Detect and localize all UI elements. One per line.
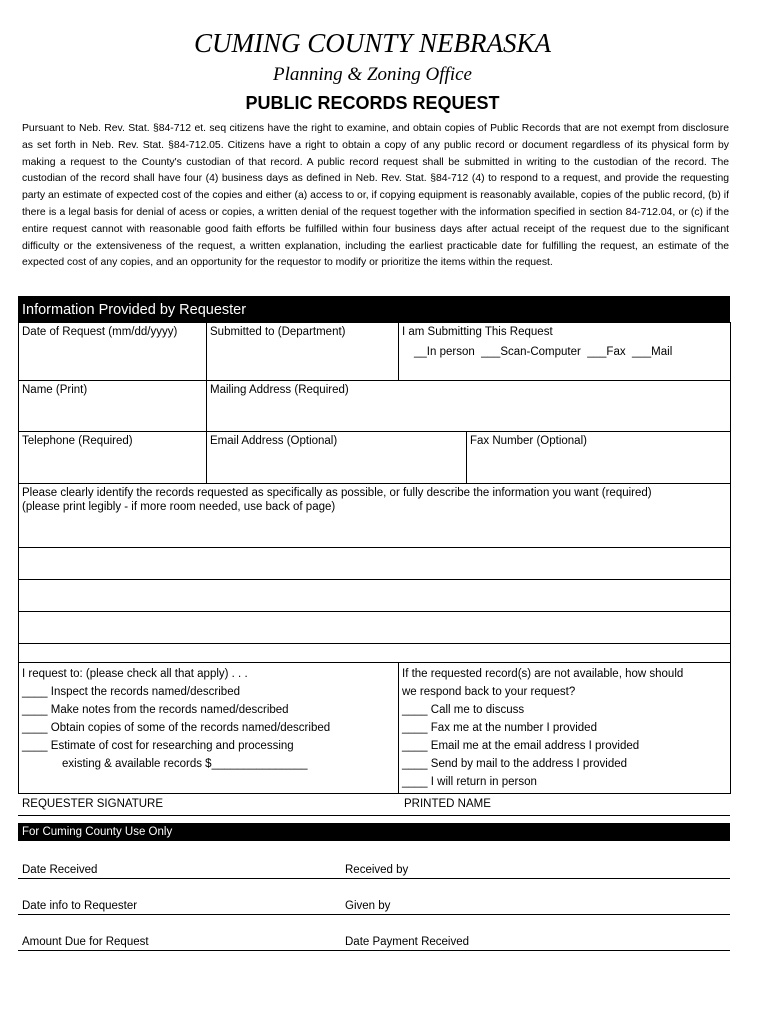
county-use-row-2 bbox=[18, 894, 730, 915]
county-use-row-1 bbox=[18, 858, 730, 879]
telephone-label: Telephone (Required) bbox=[22, 435, 133, 447]
request-option-estimate[interactable]: ____ Estimate of cost for researching and processing bbox=[22, 740, 294, 752]
records-description-field[interactable] bbox=[19, 484, 731, 548]
submission-method-label: I am Submitting This Request bbox=[402, 326, 553, 338]
name-label: Name (Print) bbox=[22, 384, 88, 396]
date-of-request-label: Date of Request (mm/dd/yyyy) bbox=[22, 326, 178, 338]
department-label: Submitted to (Department) bbox=[210, 326, 346, 338]
email-label: Email Address (Optional) bbox=[210, 435, 338, 447]
signature-row bbox=[18, 787, 730, 816]
mailing-address-field[interactable] bbox=[207, 381, 731, 432]
statute-paragraph: Pursuant to Neb. Rev. Stat. §84-712 et. seq citizens have the right to examine, and obtain copies of Public Records that are not exempt from disclosure as set forth in Neb. Rev. Stat. §84-712.05. Citizens have a right to obtain a copy of any public record or document regardless of its physical form by making a request to the County's custodian of that record. A public record request shall be submitted in writing to the custodian of the record. The custodian of the record shall have four (4) business days as defined in Neb. Rev. Stat. §84-712 (4) to respond to a request, and provide the requesting party an estimate of expected cost of the copies and either (a) access to or, if copying equipment is reasonably available, copies of the public record, (b) if there is a legal basis for denial of acess or copies, a written denial of the request together with the information specified in section 84-712.04, or (c) if the entire request cannot with reasonable good faith efforts be fulfilled within four business days after actual receipt of the request due to the significant difficulty or the extensiveness of the request, a written explanation, including the earliest practicable date for fulfilling the request, an estimate of the expected cost of any copies, and an opportunity for the requestor to modify or prioritize the items within the request. bbox=[22, 123, 729, 269]
name-field[interactable] bbox=[19, 381, 207, 432]
response-method-heading: If the requested record(s) are not available, how should bbox=[402, 668, 684, 680]
request-option-copies[interactable]: ____ Obtain copies of some of the records named/described bbox=[22, 722, 331, 734]
telephone-field[interactable] bbox=[19, 432, 207, 484]
section-header: Information Provided by Requester bbox=[18, 296, 730, 322]
date-info-label[interactable]: Date info to Requester bbox=[22, 900, 138, 912]
request-type-section bbox=[19, 663, 399, 794]
date-payment-label[interactable]: Date Payment Received bbox=[345, 936, 470, 948]
records-description-note: (please print legibly - if more room needed, use back of page) bbox=[22, 501, 336, 513]
response-option-email[interactable]: ____ Email me at the email address I provided bbox=[402, 740, 640, 752]
response-method-section bbox=[399, 663, 731, 794]
records-description-line-3[interactable] bbox=[19, 612, 731, 644]
received-by-label[interactable]: Received by bbox=[345, 864, 409, 876]
request-option-estimate-amount[interactable]: existing & available records $_______________ bbox=[62, 758, 308, 770]
county-use-header: For Cuming County Use Only bbox=[18, 823, 730, 841]
mailing-address-label: Mailing Address (Required) bbox=[210, 384, 349, 396]
fax-number-label: Fax Number (Optional) bbox=[470, 435, 587, 447]
records-description-line-2[interactable] bbox=[19, 580, 731, 612]
request-option-notes[interactable]: ____ Make notes from the records named/described bbox=[22, 704, 289, 716]
given-by-label[interactable]: Given by bbox=[345, 900, 391, 912]
office-subtitle: Planning & Zoning Office bbox=[273, 64, 472, 85]
requester-info-section bbox=[18, 296, 730, 794]
date-received-label[interactable]: Date Received bbox=[22, 864, 98, 876]
records-description-label: Please clearly identify the records requested as specifically as possible, or fully describe the information you want (required) bbox=[22, 487, 652, 499]
form-title: PUBLIC RECORDS REQUEST bbox=[245, 93, 500, 113]
request-option-inspect[interactable]: ____ Inspect the records named/described bbox=[22, 686, 240, 698]
records-description-line-1[interactable] bbox=[19, 548, 731, 580]
response-method-heading-2: we respond back to your request? bbox=[402, 686, 576, 698]
response-option-mail[interactable]: ____ Send by mail to the address I provided bbox=[402, 758, 628, 770]
amount-due-label[interactable]: Amount Due for Request bbox=[22, 936, 149, 948]
county-use-row-3 bbox=[18, 930, 730, 951]
requester-info-table bbox=[18, 322, 731, 794]
request-type-heading: I request to: (please check all that apply) . . . bbox=[22, 668, 248, 680]
response-option-return[interactable]: ____ I will return in person bbox=[402, 776, 537, 788]
response-option-call[interactable]: ____ Call me to discuss bbox=[402, 704, 525, 716]
records-description-line-4[interactable] bbox=[19, 644, 731, 663]
submission-options[interactable]: __In person ___Scan-Computer ___Fax ___Mail bbox=[414, 346, 673, 358]
requester-signature-label[interactable]: REQUESTER SIGNATURE bbox=[22, 798, 163, 810]
email-field[interactable] bbox=[207, 432, 467, 484]
fax-number-field[interactable] bbox=[467, 432, 731, 484]
county-title: CUMING COUNTY NEBRASKA bbox=[193, 28, 552, 58]
date-of-request-field[interactable] bbox=[19, 323, 207, 381]
response-option-fax[interactable]: ____ Fax me at the number I provided bbox=[402, 722, 597, 734]
printed-name-label[interactable]: PRINTED NAME bbox=[404, 798, 491, 810]
